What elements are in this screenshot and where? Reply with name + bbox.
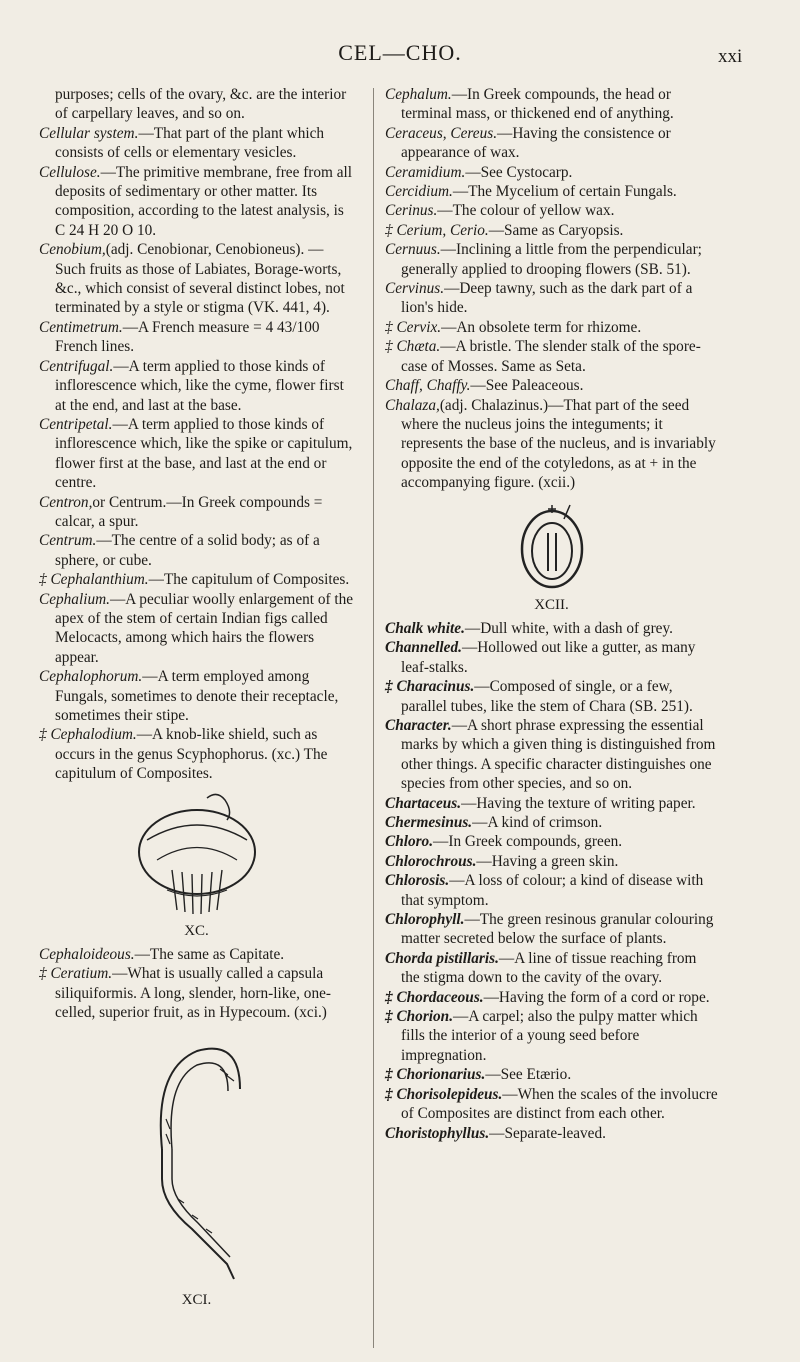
dictionary-entry [385,910,718,949]
entry-term: Chartaceus. [385,794,462,812]
entry-definition: —The primitive membrane, free from all deposits of sedimentary or other matter. Its composition, according to the latest analysis, is C 24 H 20 O 10. [55,163,353,239]
figure-xcii [385,499,718,615]
entry-definition: —The same as Capitate. [134,946,285,964]
entry-definition: —See Paleaceous. [470,377,584,395]
entry-term: ‡ Chorisolepideus. [385,1085,503,1103]
ceratium-illustration [142,1029,252,1289]
entry-term: ‡ Cerium, Cerio. [385,221,489,239]
dictionary-entry [39,415,354,493]
entry-definition: —What is usually called a capsula siliquiformis. A long, slender, horn-like, one-celled, superior fruit, as in Hypecoum. (xci.) [55,965,331,1022]
dictionary-entry [385,279,718,318]
entry-term: Chlorosis. [385,872,450,890]
entry-definition: —See Cystocarp. [465,163,573,181]
entry-definition: —Same as Caryopsis. [488,221,624,239]
entry-definition: —Having the form of a cord or rope. [483,988,710,1006]
entry-term: Cephalum. [385,86,452,103]
entry-term: Cercidium. [385,183,453,201]
entry-term: Centrum. [39,532,97,550]
entry-definition: —The colour of yellow wax. [437,202,615,220]
entry-term: Centrifugal. [39,357,114,375]
left-column [39,85,354,1314]
entry-term: Ceraceus, Cereus. [385,124,498,142]
column-divider [373,88,374,1348]
dictionary-entry [385,677,718,716]
dictionary-entry [385,337,718,376]
dictionary-entry [385,852,718,871]
entry-definition: —The capitulum of Composites. [148,571,350,589]
entry-definition: —Having the texture of writing paper. [461,794,696,812]
entry-definition: —The centre of a solid body; as of a sphere, or cube. [55,532,320,569]
entry-term: Chorda pistillaris. [385,949,499,967]
entry-definition: (adj. Chalazinus.)—That part of the seed where the nucleus joins the integuments; it represents the base of the nucleus, and is invariably opposite the end of the cotyledons, as at + in the accompanying figure. (xcii.) [401,396,716,492]
entry-definition: —A line of tissue reaching from the stigma down to the cavity of the ovary. [401,949,697,987]
right-column [385,85,718,1143]
dictionary-entry [385,1124,718,1143]
dictionary-entry [385,124,718,163]
dictionary-entry [385,221,718,240]
running-head: CEL—CHO. [338,40,462,65]
dictionary-entry [39,357,354,415]
dictionary-entry [385,240,718,279]
entry-term: ‡ Chæta. [385,338,441,356]
entry-term: Cephalium. [39,590,110,608]
entry-term: Cervinus. [385,280,445,298]
entry-definition: —A term applied to those kinds of inflorescence which, like the spike or capitulum, flower first at the base, and last at the end or centre. [55,415,353,492]
dictionary-entry [39,945,354,964]
entry-definition: —Dull white, with a dash of grey. [464,619,673,637]
entry-definition: —Having a green skin. [476,852,619,870]
figure-xcii-label: XCII. [534,596,569,613]
entry-definition: —A carpel; also the pulpy matter which fills the interior of a young seed before impregnation. [401,1008,698,1064]
entry-term: Chalaza, [385,396,440,414]
entry-definition: —A bristle. The slender stalk of the spore-case of Mosses. Same as Seta. [401,338,701,375]
entry-term: ‡ Ceratium. [39,965,113,983]
entry-term: Ceramidium. [385,163,466,181]
entry-definition: —A knob-like shield, such as occurs in the genus Scyphophorus. (xc.) The capitulum of Composites. [55,726,328,783]
entry-definition: or Centrum.—In Greek compounds = calcar, a spur. [55,493,323,530]
entry-term: Cephaloideous. [39,946,135,964]
dictionary-entry [39,964,354,1022]
entry-definition: —A peculiar woolly enlargement of the apex of the stem of certain Indian figs called Melocacts, among which hairs the flowers appear. [55,590,354,666]
entry-definition: (adj. Cenobionar, Cenobioneus). —Such fruits as those of Labiates, Borage-worts, &c., which consist of several distinct lobes, not terminated by a style or stigma (VK. 441, 4). [55,241,345,317]
entry-definition: —In Greek compounds, the head or terminal mass, or thickened end of anything. [401,86,674,123]
figure-xci [39,1029,354,1310]
dictionary-entry [385,638,718,677]
dictionary-entry [385,1065,718,1084]
cephalodium-illustration [117,790,277,920]
entry-definition: purposes; cells of the ovary, &c. are the interior of carpellary leaves, and so on. [55,86,347,123]
entry-term: Centron, [39,493,93,511]
entry-term: ‡ Chordaceous. [385,988,484,1006]
entry-definition: —Hollowed out like a gutter, as many leaf-stalks. [401,639,696,676]
dictionary-entry [385,163,718,182]
dictionary-entry [385,85,718,124]
dictionary-entry [39,493,354,532]
dictionary-entry [39,85,354,124]
figure-xci-label: XCI. [181,1291,212,1308]
entry-term: Chlorophyll. [385,911,465,929]
entry-definition: —Having the consistence or appearance of wax. [401,124,671,162]
dictionary-entry [385,794,718,813]
entry-definition: —A French measure = 4 43/100 French lines. [55,318,320,356]
dictionary-entry [39,667,354,725]
dictionary-entry [39,124,354,163]
figure-xc [39,790,354,941]
entry-term: Centripetal. [39,415,113,433]
entry-term: ‡ Characinus. [385,678,475,696]
dictionary-entry [39,725,354,783]
figure-xc-label: XC. [184,922,209,939]
entry-term: Chaff, Chaffy. [385,377,471,395]
dictionary-entry [385,318,718,337]
entry-definition: —A term applied to those kinds of inflorescence which, like the cyme, flower first at the end, and last at the base. [55,357,344,414]
entry-definition: —A term employed among Fungals, sometimes to denote their receptacle, sometimes their stipe. [55,668,339,724]
entry-term: ‡ Cephalodium. [39,726,137,744]
dictionary-entry [39,163,354,241]
dictionary-entry [385,396,718,493]
entry-definition: —In Greek compounds, green. [433,833,623,851]
entry-term: Cerinus. [385,202,438,220]
entry-term: Chalk white. [385,619,465,637]
entry-term: Cellular system. [39,124,139,142]
entry-definition: —The green resinous granular colouring matter secreted below the surface of plants. [401,911,714,948]
dictionary-entry [385,1007,718,1065]
dictionary-entry [385,871,718,910]
entry-term: Cenobium, [39,241,106,259]
entry-definition: —A kind of crimson. [472,814,603,831]
entry-term: ‡ Chorionarius. [385,1066,486,1084]
dictionary-entry [39,531,354,570]
dictionary-entry [385,182,718,201]
entry-term: Chlorochrous. [385,852,477,870]
dictionary-entry [39,590,354,668]
dictionary-entry [385,201,718,220]
entry-definition: —That part of the plant which consists of cells or elementary vesicles. [55,124,325,162]
entry-definition: —See Etærio. [485,1066,572,1084]
entry-definition: —A loss of colour; a kind of disease with that symptom. [401,872,704,909]
chalaza-seed-illustration [512,499,592,594]
entry-definition: —The Mycelium of certain Fungals. [452,183,677,201]
dictionary-entry [39,570,354,589]
entry-definition: —Composed of single, or a few, parallel tubes, like the stem of Chara (SB. 251). [401,678,693,715]
entry-definition: —A short phrase expressing the essential marks by which a given thing is distinguished from other things. A specific character distinguishes one species from other species, and so on. [401,716,716,793]
dictionary-entry [385,376,718,395]
dictionary-entry [385,832,718,851]
page-number: xxi [718,46,743,67]
entry-term: Cephalophorum. [39,668,143,686]
dictionary-entry [385,949,718,988]
dictionary-entry [39,240,354,318]
dictionary-entry [385,619,718,638]
dictionary-entry [385,1085,718,1124]
dictionary-entry [385,813,718,832]
entry-term: ‡ Cephalanthium. [39,571,149,589]
dictionary-entry [39,318,354,357]
entry-term: Centimetrum. [39,318,123,336]
entry-term: ‡ Chorion. [385,1008,454,1026]
entry-term: Channelled. [385,639,462,657]
dictionary-entry [385,716,718,794]
entry-definition: —Separate-leaved. [489,1124,606,1142]
entry-term: ‡ Cervix. [385,318,442,336]
entry-term: Chermesinus. [385,814,473,831]
entry-term: Chloro. [385,833,434,851]
entry-term: Cellulose. [39,163,101,181]
entry-term: Cernuus. [385,241,441,259]
entry-definition: —An obsolete term for rhizome. [441,318,642,336]
dictionary-entry [385,988,718,1007]
entry-term: Choristophyllus. [385,1124,490,1142]
entry-definition: —When the scales of the involucre of Composites are distinct from each other. [401,1085,718,1123]
entry-definition: —Deep tawny, such as the dark part of a lion's hide. [401,280,693,317]
entry-term: Character. [385,716,452,734]
entry-definition: —Inclining a little from the perpendicular; generally applied to drooping flowers (SB. 51). [401,241,702,278]
